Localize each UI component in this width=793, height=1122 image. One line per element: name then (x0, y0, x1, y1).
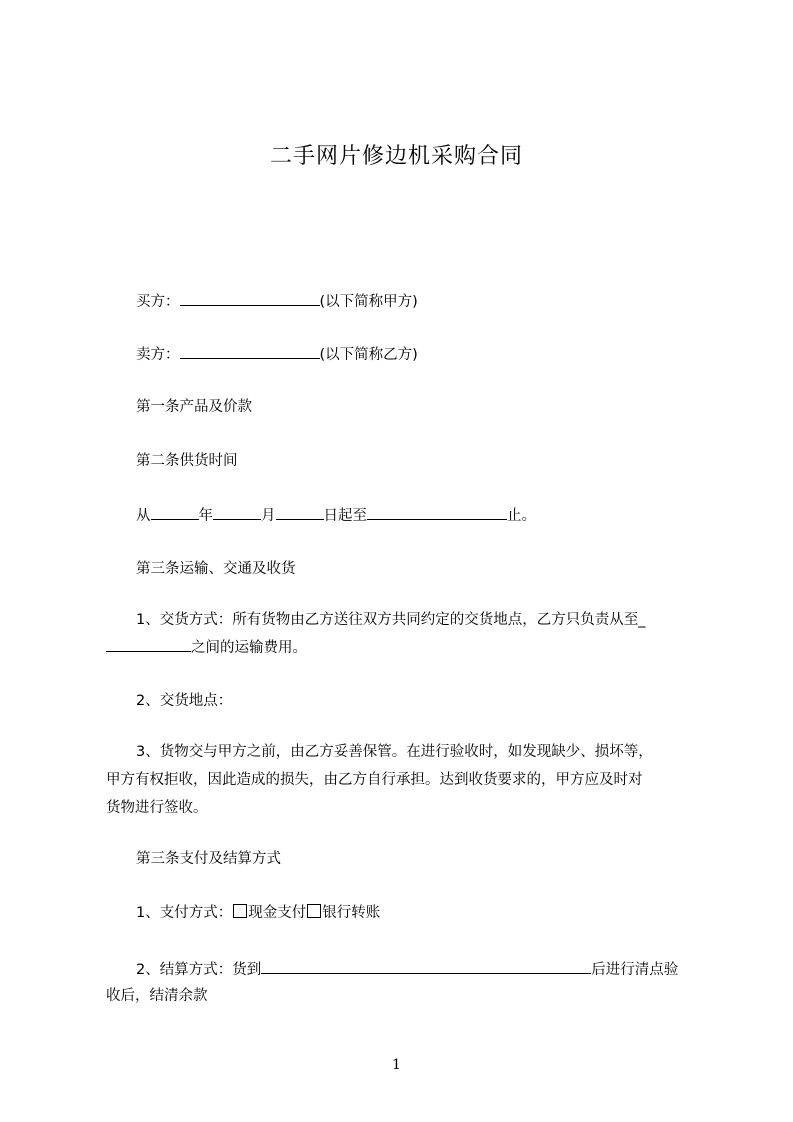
cash-option-label: 现金支付 (248, 905, 307, 921)
payment-item-2-line-1 (136, 958, 678, 981)
bank-transfer-option-label: 银行转账 (322, 905, 381, 921)
payment-item-1 (136, 902, 380, 924)
transport-item-3-line-3: 货物进行签收。 (106, 800, 208, 816)
document-title: 二手网片修边机采购合同 (269, 144, 523, 169)
payment-item-2-line-2: 收后，结清余款 (106, 988, 208, 1004)
day-blank[interactable] (276, 504, 324, 520)
month-blank[interactable] (213, 504, 261, 520)
transport-item-1-line-2 (106, 636, 307, 659)
article-2-heading: 第二条供货时间 (136, 453, 238, 469)
settlement-prefix: 2、结算方式：货到 (136, 962, 262, 978)
transport-item-1-line-2-text: 之间的运输费用。 (191, 640, 307, 656)
settlement-blank[interactable] (261, 958, 591, 974)
buyer-label: 买方： (136, 294, 180, 310)
supply-year: 年 (198, 508, 213, 524)
article-3-payment-heading: 第三条支付及结算方式 (136, 851, 281, 867)
year-blank[interactable] (151, 504, 199, 520)
payment-method-label: 1、支付方式： (136, 905, 233, 921)
page-number: 1 (392, 1057, 401, 1073)
seller-suffix: (以下简称乙方) (319, 347, 418, 363)
end-date-blank[interactable] (367, 504, 507, 520)
settlement-suffix: 后进行清点验 (591, 962, 679, 978)
seller-line (136, 343, 418, 366)
supply-end: 止。 (507, 508, 536, 524)
buyer-blank[interactable] (180, 290, 320, 306)
article-3-transport-heading: 第三条运输、交通及收货 (136, 561, 296, 577)
supply-day-to: 日起至 (323, 508, 367, 524)
cash-checkbox[interactable] (233, 904, 247, 918)
supply-time-line (136, 504, 536, 527)
seller-blank[interactable] (180, 343, 320, 359)
buyer-suffix: (以下简称甲方) (319, 294, 418, 310)
transport-route-blank[interactable] (106, 636, 191, 652)
seller-label: 卖方： (136, 347, 180, 363)
transport-item-2: 2、交货地点： (136, 693, 233, 709)
buyer-line (136, 290, 418, 313)
bank-transfer-checkbox[interactable] (307, 904, 321, 918)
transport-item-1-line-1: 1、交货方式：所有货物由乙方送往双方共同约定的交货地点，乙方只负责从至_ (136, 612, 646, 628)
supply-from: 从 (136, 508, 151, 524)
article-1-heading: 第一条产品及价款 (136, 399, 252, 415)
transport-item-3-line-2: 甲方有权拒收，因此造成的损失，由乙方自行承担。达到收货要求的，甲方应及时对 (106, 772, 643, 788)
transport-item-3-line-1: 3、货物交与甲方之前，由乙方妥善保管。在进行验收时，如发现缺少、损坏等， (136, 744, 653, 760)
supply-month: 月 (261, 508, 276, 524)
